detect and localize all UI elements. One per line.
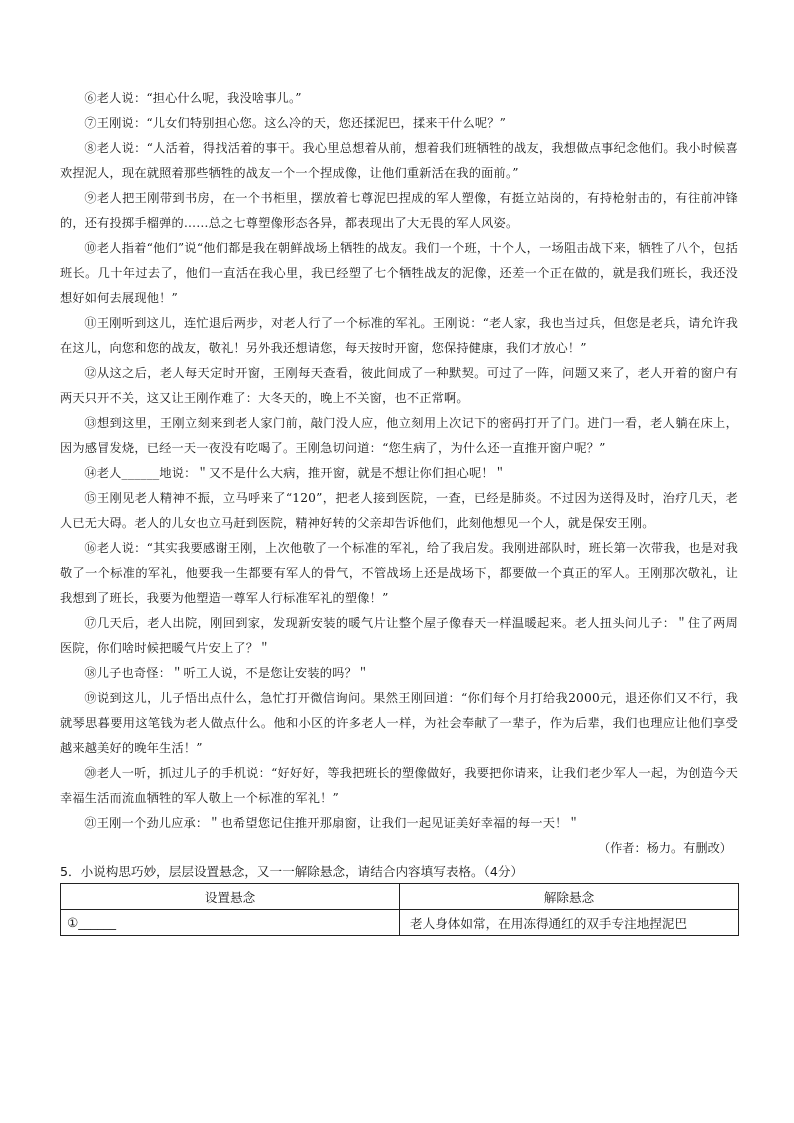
paragraph-7: ⑦王刚说：“儿女们特别担心您。这么冷的天，您还揉泥巴，揉来干什么呢？”: [84, 116, 507, 130]
paragraph-10: ⑩老人指着“他们”说“他们都是我在朝鲜战场上牺牲的战友。我们一个班，十个人，一场阻击战下来，牺牲了八个，包括班长。几十年过去了，他们一直活在我心里，我已经塑了七个牺牲战友的泥像，还差一个正在做的，就是我们班长，我还没想好如何去展现他！”: [60, 241, 738, 305]
column-header-resolve-suspense: 解除悬念: [400, 884, 739, 910]
story-body: [60, 86, 738, 861]
answer-table: [60, 883, 739, 936]
table-header-row: [61, 884, 739, 910]
paragraph-14: ⑭老人______地说：＂又不是什么大病，推开窗，就是不想让你们担心呢！＂: [84, 466, 507, 480]
question-prompt: 5．小说构思巧妙，层层设置悬念，又一一解除悬念，请结合内容填写表格。（4分）: [60, 864, 524, 879]
resolution-cell: 老人身体如常，在用冻得通红的双手专注地捏泥巴: [400, 910, 739, 936]
paragraph-21: ㉑王刚一个劲儿应承：＂也希望您记住推开那扇窗，让我们一起见证美好幸福的每一天！＂: [84, 816, 580, 830]
paragraph-18: ⑱儿子也奇怪：＂听工人说，不是您让安装的吗？＂: [84, 666, 370, 680]
paragraph-11: ⑪王刚听到这儿，连忙退后两步，对老人行了一个标准的军礼。王刚说：“老人家，我也当过兵，但您是老兵，请允许我在这儿，向您和您的战友，敬礼！另外我还想请您，每天按时开窗，您保持健康，我们才放心！”: [60, 316, 738, 355]
paragraph-15: ⑮王刚见老人精神不振，立马呼来了“120”，把老人接到医院，一查，已经是肺炎。不过因为送得及时，治疗几天，老人已无大碍。老人的儿女也立马赶到医院，精神好转的父亲却告诉他们，此刻他想见一个人，就是保安王刚。: [60, 491, 738, 530]
paragraph-17: ⑰几天后，老人出院，刚回到家，发现新安装的暖气片让整个屋子像春天一样温暖起来。老人扭头问儿子：＂住了两周医院，你们啥时候把暖气片安上了？＂: [60, 616, 738, 655]
paragraph-20: ⑳老人一听，抓过儿子的手机说：“好好好，等我把班长的塑像做好，我要把你请来，让我们老少军人一起，为创造今天幸福生活而流血牺牲的军人敬上一个标准的军礼！”: [60, 766, 738, 805]
table-row: [61, 910, 739, 936]
paragraph-19: ⑲说到这儿，儿子悟出点什么，急忙打开微信询问。果然王刚回道：“你们每个月打给我2000元，退还你们又不行，我就琴思暮要用这笔钱为老人做点什么。他和小区的许多老人一样，为社会奉献了一辈子，作为后辈，我们也理应让他们享受越来越美好的晚年生活！”: [60, 691, 738, 755]
paragraph-13: ⑬想到这里，王刚立刻来到老人家门前，敲门没人应，他立刻用上次记下的密码打开了门。进门一看，老人躺在床上，因为感冒发烧，已经一天一夜没有吃喝了。王刚急切问道：“您生病了，为什么还一直推开窗户呢？”: [60, 416, 738, 455]
answer-blank-cell[interactable]: ①______: [61, 910, 400, 936]
paragraph-12: ⑫从这之后，老人每天定时开窗，王刚每天查看，彼此间成了一种默契。可过了一阵，问题又来了，老人开着的窗户有两天只开不关，这又让王刚作难了：大冬天的，晚上不关窗，也不正常啊。: [60, 366, 738, 405]
author-attribution: （作者：杨力。有删改）: [597, 841, 732, 855]
paragraph-9: ⑨老人把王刚带到书房，在一个书柜里，摆放着七尊泥巴捏成的军人塑像，有挺立站岗的，有持枪射击的，有往前冲锋的，还有投掷手榴弹的……总之七尊塑像形态各异，都表现出了大无畏的军人风姿。: [60, 191, 738, 230]
paragraph-6: ⑥老人说：“担心什么呢，我没啥事儿。”: [84, 91, 302, 105]
question-5: [60, 861, 738, 936]
column-header-set-suspense: 设置悬念: [61, 884, 400, 910]
paragraph-16: ⑯老人说：“其实我要感谢王刚，上次他敬了一个标准的军礼，给了我启发。我刚进部队时，班长第一次带我，也是对我敬了一个标准的军礼，他要我一生都要有军人的骨气，不管战场上还是战场下，都要做一个真正的军人。王刚那次敬礼，让我想到了班长，我要为他塑造一尊军人行标准军礼的塑像！”: [60, 541, 738, 605]
paragraph-8: ⑧老人说：“人活着，得找活着的事干。我心里总想着从前，想着我们班牺牲的战友，我想做点事纪念他们。我小时候喜欢捏泥人，现在就照着那些牺牲的战友一个一个捏成像，让他们重新活在我的面前。”: [60, 141, 738, 180]
